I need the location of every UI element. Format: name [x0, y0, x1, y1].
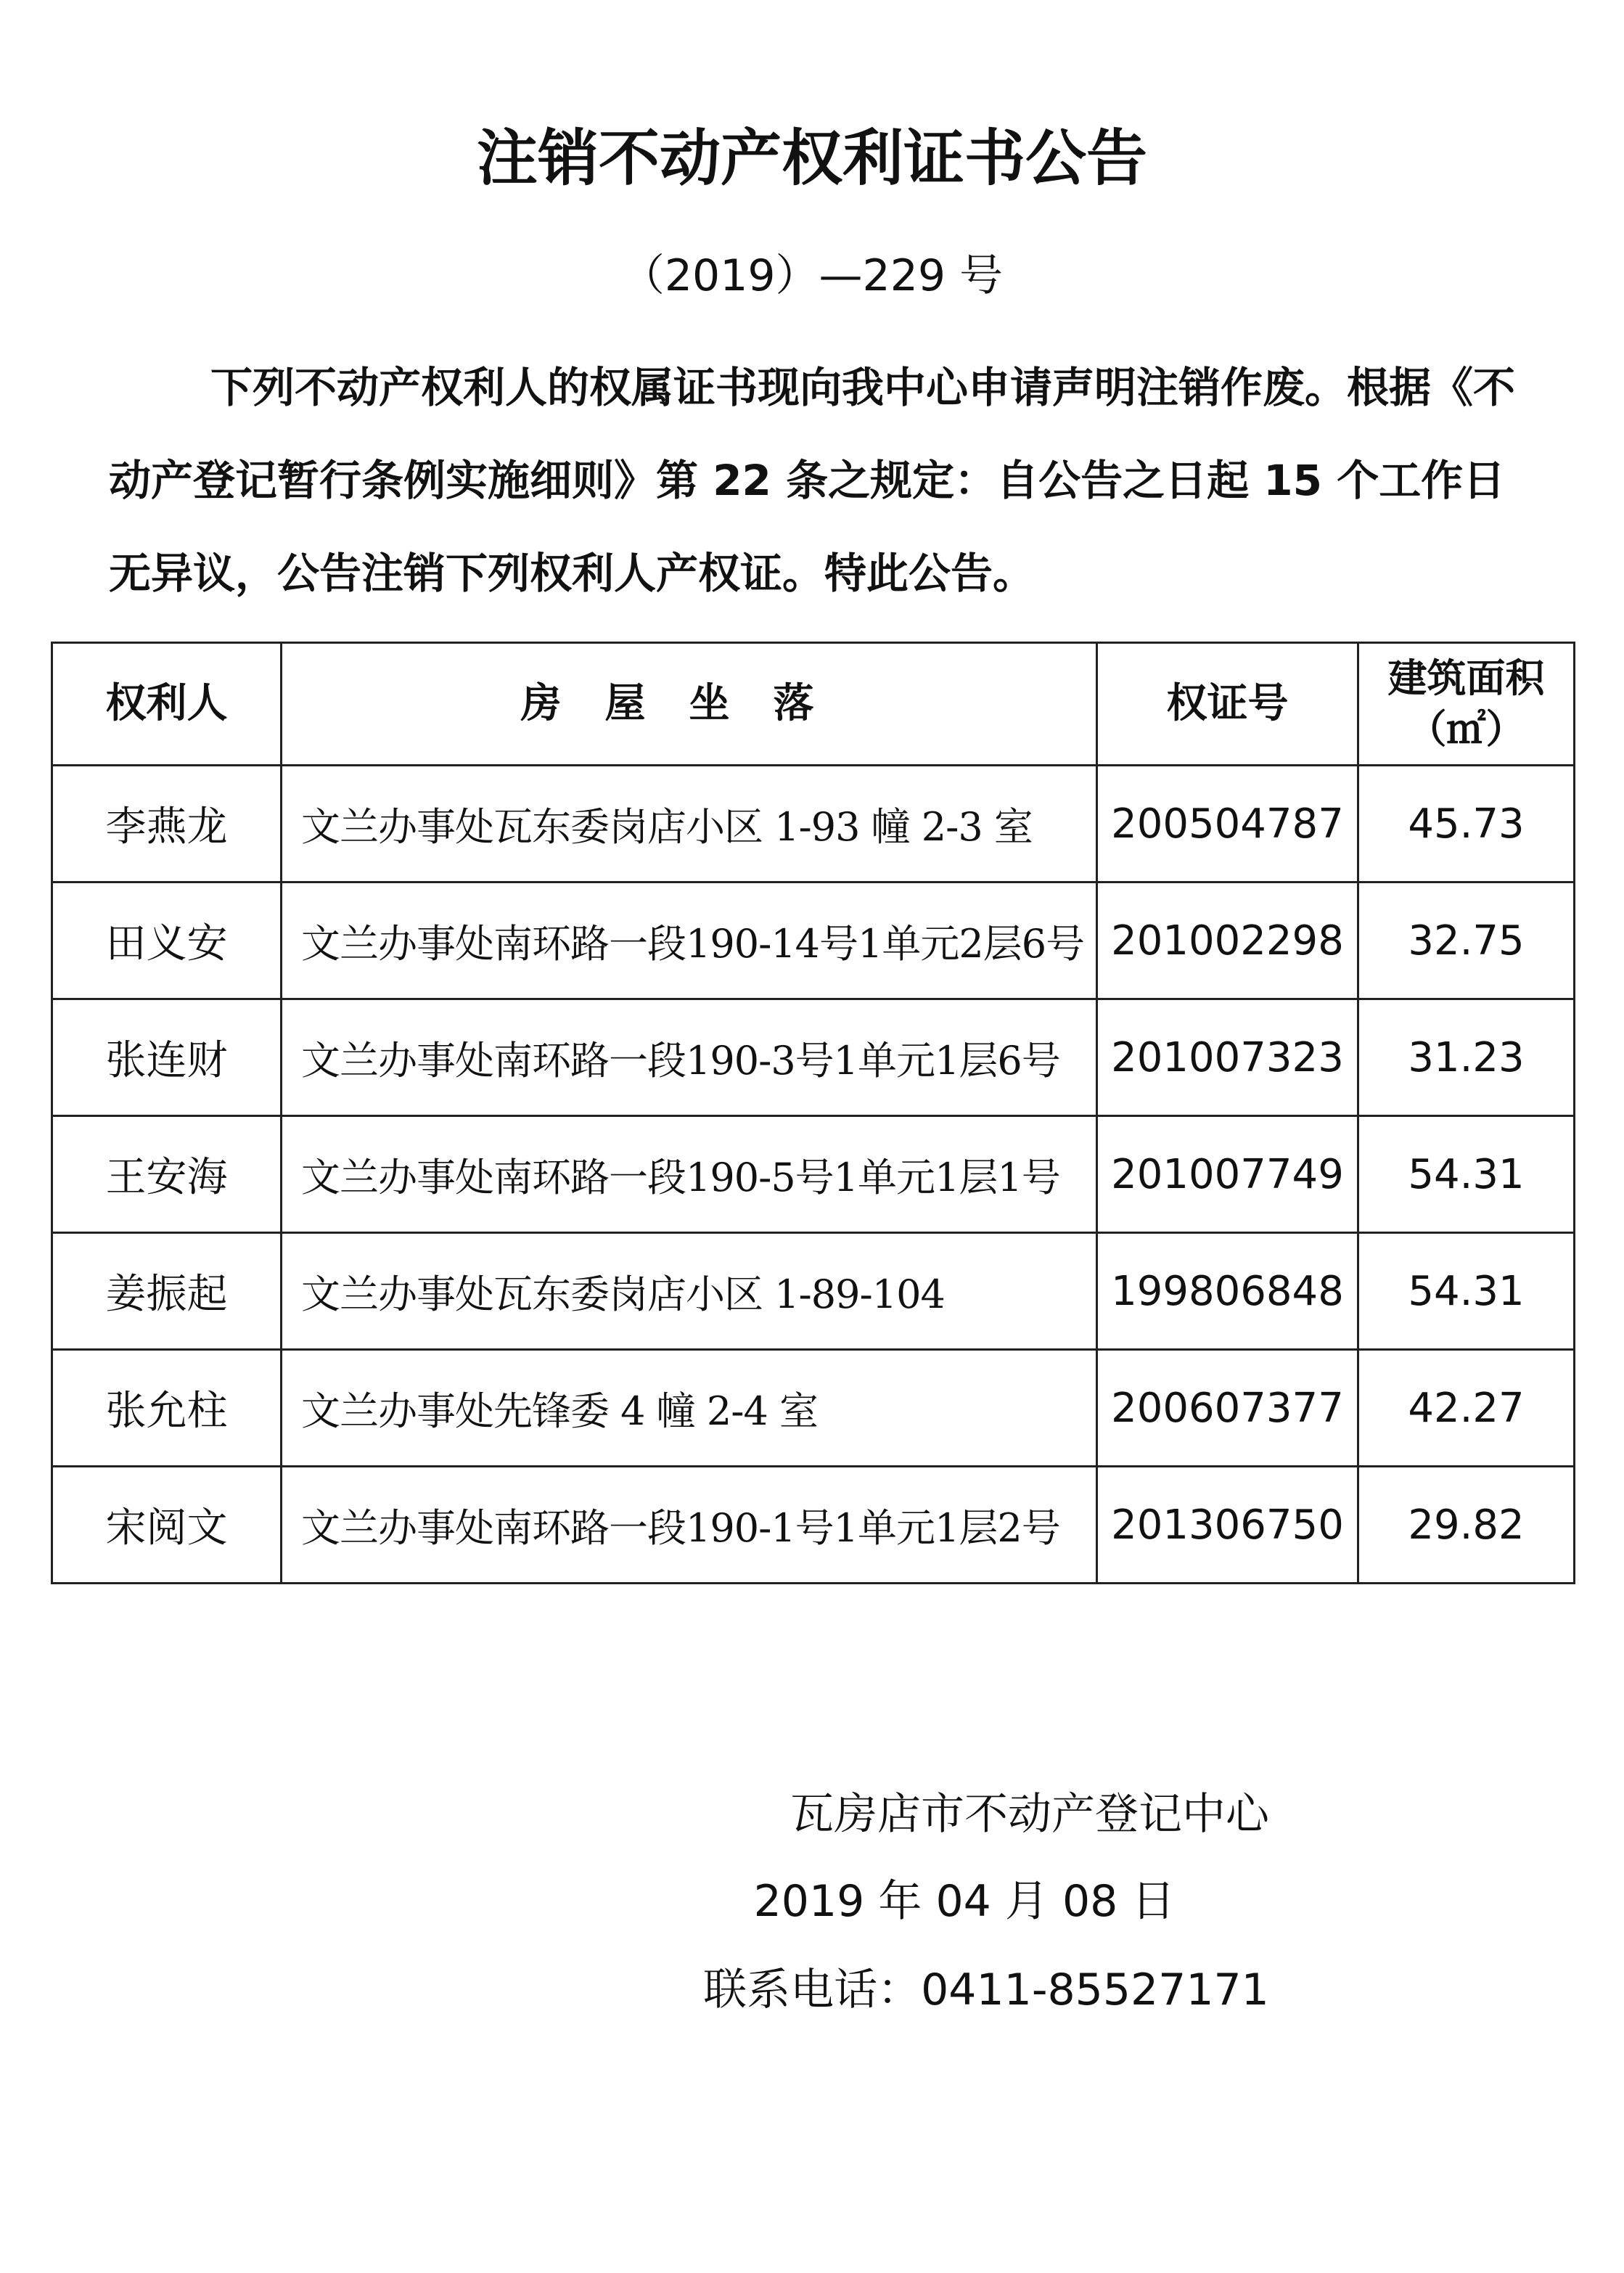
row-owner: 姜振起	[52, 1233, 282, 1350]
header-area-line2: （㎡）	[1407, 706, 1525, 752]
table-row	[52, 999, 1575, 1116]
row-area: 54.31	[1358, 1233, 1575, 1350]
table-row	[52, 1116, 1575, 1233]
row-location: 文兰办事处南环路一段190-1号1单元1层2号	[282, 1467, 1097, 1584]
row-area: 32.75	[1358, 882, 1575, 999]
header-area-line1: 建筑面积	[1387, 655, 1545, 701]
row-location: 文兰办事处南环路一段190-5号1单元1层1号	[282, 1116, 1097, 1233]
row-cert: 201007323	[1097, 999, 1358, 1116]
table-row	[52, 882, 1575, 999]
footer-org: 瓦房店市不动产登记中心	[790, 1789, 1269, 1840]
row-location: 文兰办事处先锋委 4 幢 2-4 室	[282, 1350, 1097, 1467]
row-owner: 田义安	[52, 882, 282, 999]
row-owner: 宋阅文	[52, 1467, 282, 1584]
row-cert: 201002298	[1097, 882, 1358, 999]
header-area	[1358, 643, 1575, 766]
row-area: 54.31	[1358, 1116, 1575, 1233]
table-header-row	[52, 643, 1575, 766]
header-cert: 权证号	[1097, 643, 1358, 766]
row-owner: 李燕龙	[52, 766, 282, 882]
row-area: 31.23	[1358, 999, 1575, 1116]
row-area: 29.82	[1358, 1467, 1575, 1584]
header-location: 房屋坐落	[282, 643, 1097, 766]
row-owner: 张允柱	[52, 1350, 282, 1467]
footer-phone: 联系电话：0411-85527171	[703, 1965, 1269, 2015]
paragraph-text: 下列不动产权利人的权属证书现向我中心申请声明注销作废。根据《不动产登记暂行条例实施细则》第 22 条之规定：自公告之日起 15 个工作日无异议，公告注销下列权利人产权证。特此公告。	[109, 363, 1516, 598]
notice-paragraph	[109, 341, 1517, 620]
row-cert: 199806848	[1097, 1233, 1358, 1350]
row-cert: 200607377	[1097, 1350, 1358, 1467]
page-title: 注销不动产权利证书公告	[476, 123, 1147, 194]
certificate-table	[51, 642, 1575, 1584]
row-location: 文兰办事处瓦东委岗店小区 1-89-104	[282, 1233, 1097, 1350]
row-cert: 200504787	[1097, 766, 1358, 882]
row-area: 45.73	[1358, 766, 1575, 882]
row-cert: 201007749	[1097, 1116, 1358, 1233]
row-location: 文兰办事处南环路一段190-3号1单元1层6号	[282, 999, 1097, 1116]
row-owner: 王安海	[52, 1116, 282, 1233]
row-area: 42.27	[1358, 1350, 1575, 1467]
footer-date: 2019 年 04 月 08 日	[753, 1876, 1176, 1927]
table-row	[52, 1467, 1575, 1584]
row-location: 文兰办事处瓦东委岗店小区 1-93 幢 2-3 室	[282, 766, 1097, 882]
table-row	[52, 1350, 1575, 1467]
table-row	[52, 1233, 1575, 1350]
row-cert: 201306750	[1097, 1467, 1358, 1584]
notice-number: （2019）—229 号	[620, 250, 1004, 301]
header-owner: 权利人	[52, 643, 282, 766]
table-row	[52, 766, 1575, 882]
row-location: 文兰办事处南环路一段190-14号1单元2层6号	[282, 882, 1097, 999]
row-owner: 张连财	[52, 999, 282, 1116]
